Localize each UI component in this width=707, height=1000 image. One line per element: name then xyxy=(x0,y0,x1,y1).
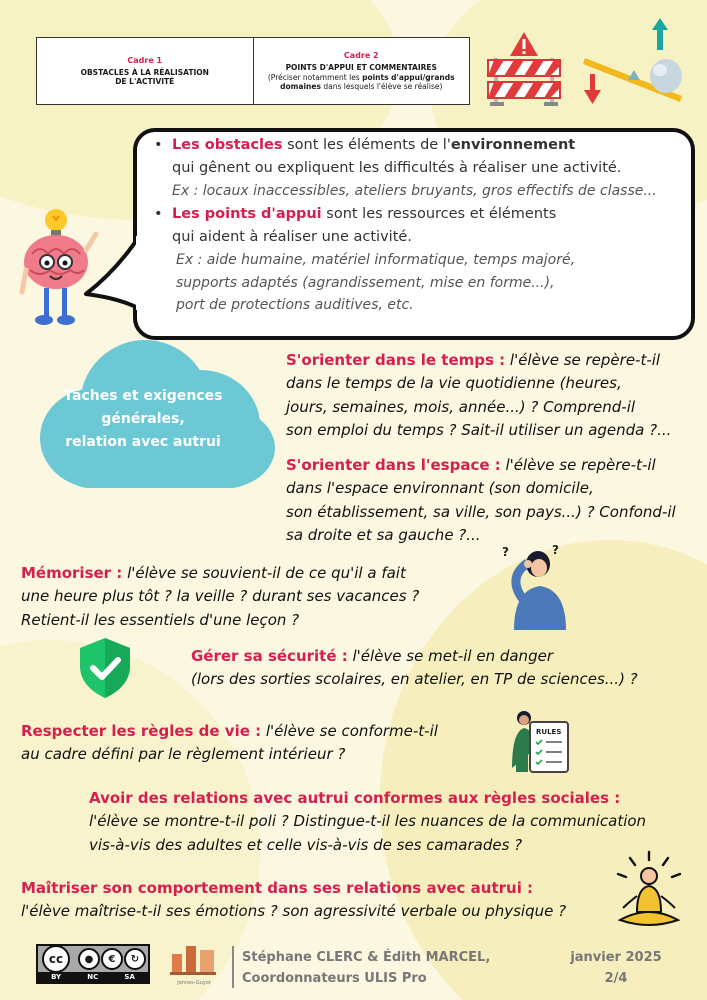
cc-labels xyxy=(38,972,148,982)
appui-line xyxy=(150,203,690,226)
cloud-line2: générales, xyxy=(101,411,185,428)
cloud-line3: relation avec autrui xyxy=(65,434,221,451)
nc-icon: € xyxy=(101,948,123,970)
cadre-2-label: Cadre 2 xyxy=(343,51,379,61)
section-relations xyxy=(89,787,699,857)
cloud-text xyxy=(48,385,238,454)
obstacles-line xyxy=(150,134,690,157)
cadre-1-label: Cadre 1 xyxy=(127,55,163,65)
sa-label: SA xyxy=(124,973,135,981)
espace-title: S'orienter dans l'espace : xyxy=(286,456,501,474)
comportement-title: Maîtriser son comportement dans ses relations avec autrui : xyxy=(21,879,534,897)
temps-l2: dans le temps de la vie quotidienne (heures, xyxy=(286,374,622,393)
obstacles-example: Ex : locaux inaccessibles, ateliers bruyants, gros effectifs de classe... xyxy=(172,183,657,200)
rules-label: RULES xyxy=(536,728,562,736)
school-logo-text: Jonnes-Guyot xyxy=(177,980,211,986)
cadre-1-cell xyxy=(37,38,253,104)
temps-l4: son emploi du temps ? Sait-il utiliser un agenda ?... xyxy=(286,420,672,439)
brain-mascot-icon xyxy=(18,206,108,334)
section-memoriser xyxy=(21,562,491,632)
footer-page: 2/4 xyxy=(604,970,628,986)
footer-authors xyxy=(242,948,490,990)
securite-title: Gérer sa sécurité : xyxy=(191,647,348,665)
footer-date-block xyxy=(560,948,672,990)
footer-names: Stéphane CLERC & Édith MARCEL, xyxy=(242,950,491,965)
section-comportement xyxy=(21,877,611,924)
cadre-2-sub-bold1: points d'appui/grands xyxy=(362,72,455,82)
section-espace xyxy=(286,454,706,547)
sa-icon: ↻ xyxy=(124,948,146,970)
appui-title: Les points d'appui xyxy=(172,205,322,222)
question-mark-1: ? xyxy=(502,545,509,559)
espace-l3: son établissement, sa ville, son pays...) ? Confond-il xyxy=(286,502,676,521)
balance-seesaw-icon xyxy=(582,18,690,110)
comportement-l2: l'élève maîtrise-t-il ses émotions ? son agressivité verbale ou physique ? xyxy=(21,902,567,921)
relations-l3: vis-à-vis des adultes et celle vis-à-vis de ses camarades ? xyxy=(89,835,523,854)
memoriser-l3: Retient-il les essentiels d'une leçon ? xyxy=(21,610,300,629)
cadre-2-sub2: dans lesquels l'élève se réalise) xyxy=(320,81,443,91)
appui-example-1: Ex : aide humaine, matériel informatique, temps majoré, xyxy=(176,252,576,269)
appui-example-2: supports adaptés (agrandissement, mise en forme...), xyxy=(176,274,555,291)
espace-l2: dans l'espace environnant (son domicile, xyxy=(286,479,594,498)
cadre-2-subtitle-2 xyxy=(280,82,442,91)
memoriser-l2: une heure plus tôt ? la veille ? durant ses vacances ? xyxy=(21,587,420,606)
roadblock-icon xyxy=(484,30,564,108)
cloud-line1: Tâches et exigences xyxy=(63,388,223,404)
footer-role: Coordonnateurs ULIS Pro xyxy=(242,970,427,986)
obstacles-text2: qui gênent ou expliquent les difficultés à réaliser une activité. xyxy=(172,160,622,177)
obstacles-text1: sont les éléments de l' xyxy=(282,137,451,153)
footer-separator xyxy=(232,946,234,988)
cadre-2-subtitle xyxy=(268,73,455,82)
by-label: BY xyxy=(51,973,62,981)
appui-text2: qui aident à réaliser une activité. xyxy=(172,228,412,245)
cadre-2-cell xyxy=(253,38,470,104)
memoriser-title: Mémoriser : xyxy=(21,564,123,582)
espace-l4: sa droite et sa gauche ?... xyxy=(286,525,481,544)
cc-icon: cc xyxy=(42,945,70,973)
memoriser-l1: l'élève se souvient-il de ce qu'il a fait xyxy=(122,564,406,582)
meditation-icon xyxy=(612,850,686,932)
appui-example-3: port de protections auditives, etc. xyxy=(176,296,414,313)
regles-l1: l'élève se conforme-t-il xyxy=(261,722,438,740)
espace-l1: l'élève se repère-t-il xyxy=(500,456,656,474)
obstacles-bold: environnement xyxy=(450,137,576,153)
by-icon: ● xyxy=(78,948,100,970)
temps-title: S'orienter dans le temps : xyxy=(286,351,506,369)
bubble-text xyxy=(150,134,690,316)
temps-l3: jours, semaines, mois, année...) ? Comprend-il xyxy=(286,397,636,416)
securite-l1: l'élève se met-il en danger xyxy=(347,647,553,665)
regles-l2: au cadre défini par le règlement intérieur ? xyxy=(21,745,346,764)
relations-title: Avoir des relations avec autrui conformes aux règles sociales : xyxy=(89,789,621,807)
regles-title: Respecter les règles de vie : xyxy=(21,722,262,740)
question-mark-2: ? xyxy=(552,543,559,557)
thinking-person-icon xyxy=(500,542,580,630)
cadre-1-line1: OBSTACLES À LA RÉALISATION xyxy=(80,67,209,77)
section-securite xyxy=(191,645,691,692)
temps-l1: l'élève se repère-t-il xyxy=(505,351,661,369)
shield-check-icon xyxy=(78,636,132,700)
appui-text1: sont les ressources et éléments xyxy=(321,205,557,222)
section-regles xyxy=(21,720,481,767)
school-logo xyxy=(168,940,220,990)
nc-label: NC xyxy=(87,973,99,981)
relations-l2: l'élève se montre-t-il poli ? Distingue-t-il les nuances de la communication xyxy=(89,812,647,831)
header-table xyxy=(36,37,470,105)
securite-l2: (lors des sorties scolaires, en atelier, en TP de sciences...) ? xyxy=(191,670,638,689)
cc-license-badge xyxy=(36,944,150,984)
cadre-2-title: POINTS D'APPUI ET COMMENTAIRES xyxy=(285,63,437,73)
section-temps xyxy=(286,349,706,442)
cadre-1-line2: DE L'ACTIVITÉ xyxy=(115,77,175,86)
obstacles-title: Les obstacles xyxy=(172,137,283,153)
rules-board-icon xyxy=(500,708,572,776)
cadre-2-sub1: (Préciser notamment les xyxy=(267,72,363,82)
cadre-2-sub-bold2: domaines xyxy=(280,81,321,91)
footer-date: janvier 2025 xyxy=(570,950,662,965)
